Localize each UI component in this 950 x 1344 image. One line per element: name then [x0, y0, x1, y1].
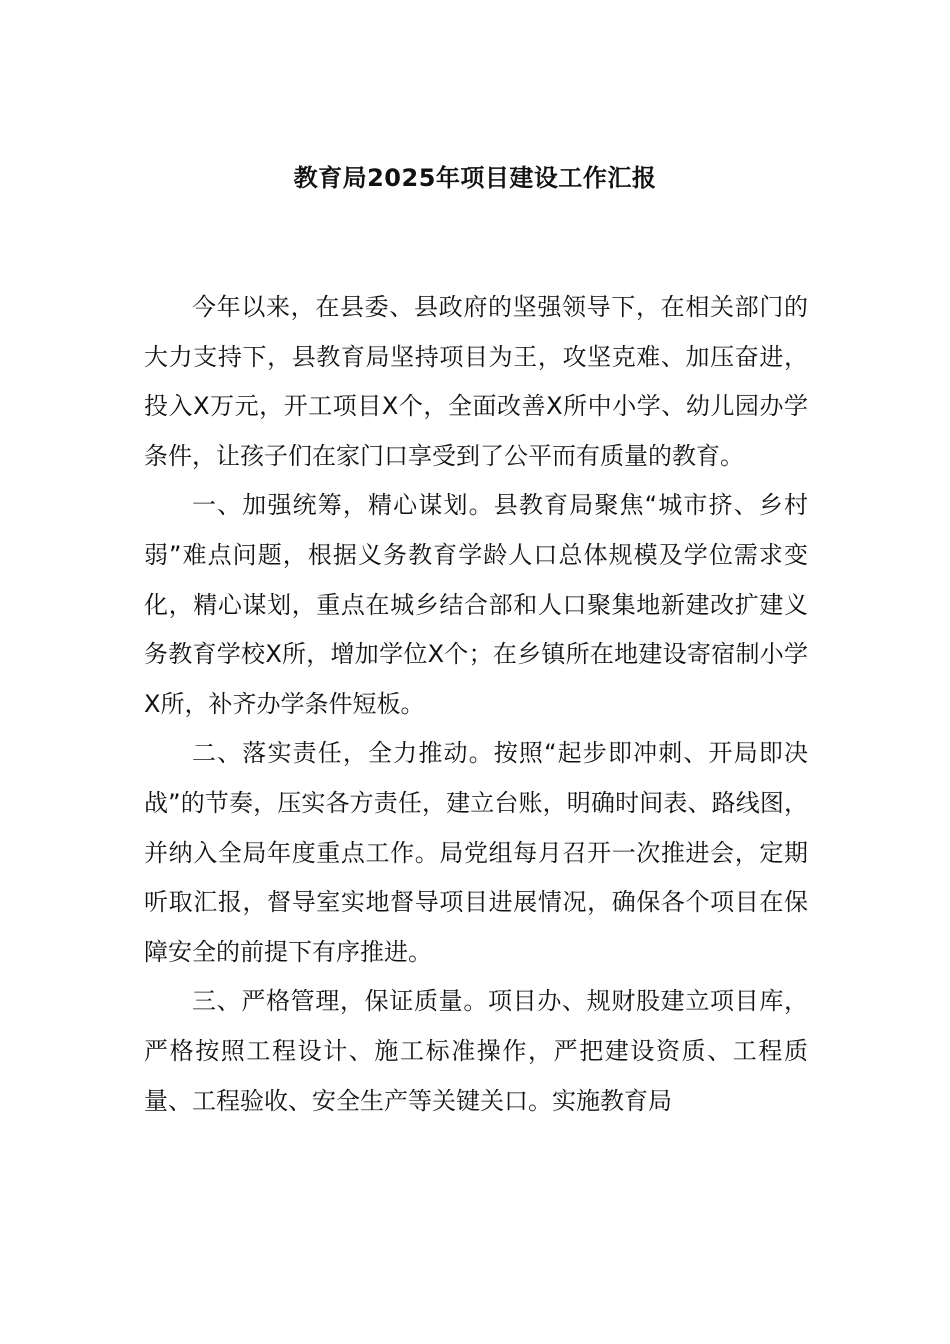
paragraph-intro: 今年以来，在县委、县政府的坚强领导下，在相关部门的大力支持下，县教育局坚持项目为王，攻坚克难、加压奋进，投入X万元，开工项目X个，全面改善X所中小学、幼儿园办学条件，让孩子们在家门口享受到了公平而有质量的教育。 — [144, 293, 808, 470]
document-body — [144, 283, 808, 1126]
paragraph-section-3: 三、严格管理，保证质量。项目办、规财股建立项目库，严格按照工程设计、施工标准操作，严把建设资质、工程质量、工程验收、安全生产等关键关口。实施教育局 — [144, 987, 808, 1115]
document-title: 教育局2025年项目建设工作汇报 — [293, 164, 657, 192]
paragraph-section-2: 二、落实责任，全力推动。按照“起步即冲刺、开局即决战”的节奏，压实各方责任，建立台账，明确时间表、路线图，并纳入全局年度重点工作。局党组每月召开一次推进会，定期听取汇报，督导室实地督导项目进展情况，确保各个项目在保障安全的前提下有序推进。 — [144, 739, 808, 966]
paragraph-section-1: 一、加强统筹，精心谋划。县教育局聚焦“城市挤、乡村弱”难点问题，根据义务教育学龄人口总体规模及学位需求变化，精心谋划，重点在城乡结合部和人口聚集地新建改扩建义务教育学校X所，增加学位X个；在乡镇所在地建设寄宿制小学X所，补齐办学条件短板。 — [144, 491, 808, 718]
